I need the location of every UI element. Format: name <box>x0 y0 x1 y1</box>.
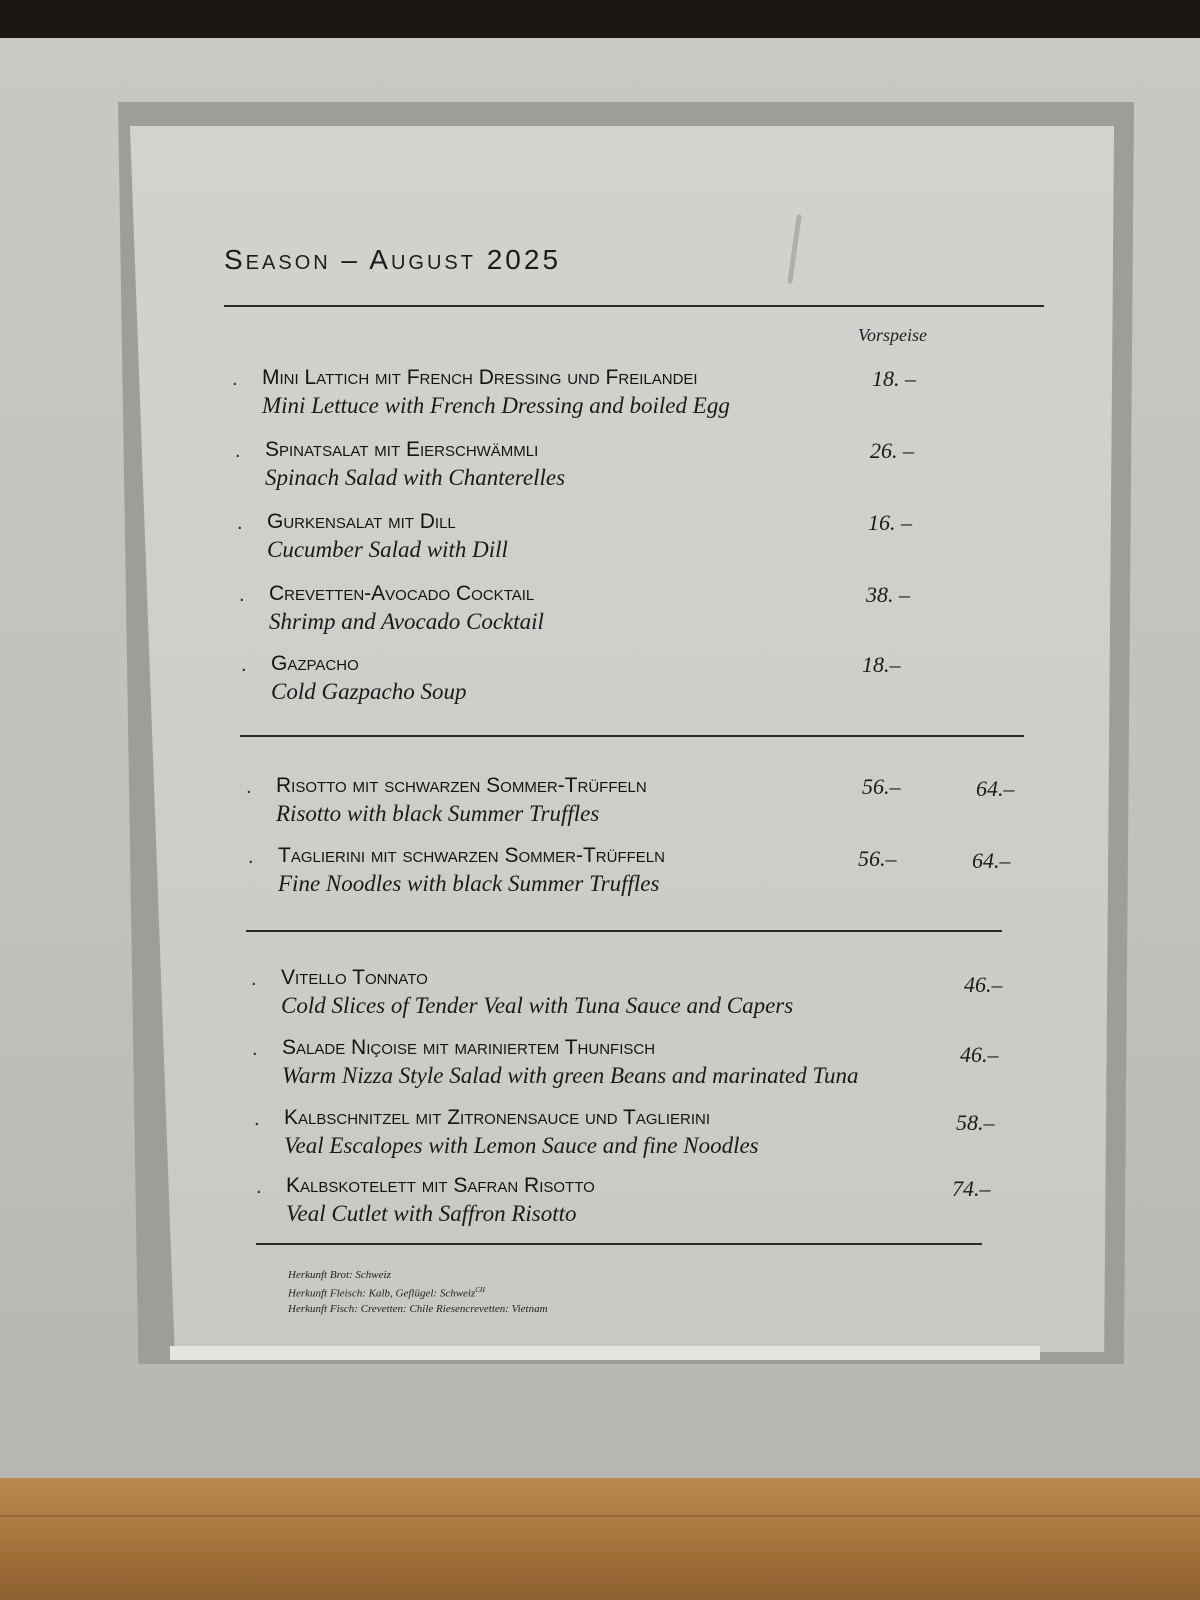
menu-item <box>254 1104 759 1160</box>
item-bullet: . <box>252 1038 258 1060</box>
item-bullet: . <box>256 1176 262 1198</box>
item-name-en: Mini Lettuce with French Dressing and boiled Egg <box>262 393 730 418</box>
item-name-de: Crevetten-Avocado Cocktail <box>269 582 535 605</box>
menu-item <box>246 772 647 828</box>
item-name-en: Risotto with black Summer Truffles <box>276 801 600 826</box>
item-price: 18. – <box>872 366 916 391</box>
item-price: 16. – <box>868 510 912 535</box>
item-price: 46.– <box>960 1042 999 1067</box>
footnote-bread: Herkunft Brot: Schweiz <box>288 1269 391 1281</box>
menu-item <box>232 364 730 420</box>
item-bullet: . <box>246 776 252 798</box>
item-price: 56.– <box>862 774 901 799</box>
item-bullet: . <box>232 368 238 390</box>
item-bullet: . <box>241 654 247 676</box>
footnote-meat-line <box>288 1283 548 1302</box>
item-name-de: Kalbschnitzel mit Zitronensauce und Taglierini <box>284 1106 711 1129</box>
menu-item <box>251 964 794 1020</box>
item-name-en: Veal Escalopes with Lemon Sauce and fine Noodles <box>284 1133 759 1158</box>
item-price: 18.– <box>862 652 901 677</box>
item-price: 38. – <box>866 582 910 607</box>
footer-divider <box>256 1243 982 1245</box>
footnote-superscript: CH <box>475 1286 485 1294</box>
item-name-de: Salade Niçoise mit mariniertem Thunfisch <box>282 1036 656 1059</box>
menu-item <box>237 508 508 564</box>
column-heading: Vorspeise <box>858 325 927 345</box>
menu-title: Season – August 2025 <box>224 244 562 275</box>
item-name-en: Shrimp and Avocado Cocktail <box>269 609 544 634</box>
item-bullet: . <box>239 584 245 606</box>
item-name-de: Risotto mit schwarzen Sommer-Trüffeln <box>276 774 647 797</box>
menu-paper <box>130 126 1122 1352</box>
item-bullet: . <box>235 440 241 462</box>
item-price-large: 64.– <box>976 776 1015 801</box>
item-name-en: Veal Cutlet with Saffron Risotto <box>286 1201 577 1226</box>
wooden-ledge <box>0 1478 1200 1600</box>
item-name-en: Spinach Salad with Chanterelles <box>265 465 566 490</box>
item-name-de: Spinatsalat mit Eierschwämmli <box>265 438 539 461</box>
wood-grain-line <box>0 1515 1200 1517</box>
item-name-en: Cucumber Salad with Dill <box>267 537 508 562</box>
section-divider <box>240 735 1024 737</box>
item-bullet: . <box>251 968 257 990</box>
mat-bevel-highlight <box>170 1346 1040 1360</box>
item-name-en: Warm Nizza Style Salad with green Beans and marinated Tuna <box>282 1063 859 1088</box>
item-name-de: Vitello Tonnato <box>281 966 428 989</box>
item-price-large: 64.– <box>972 848 1011 873</box>
item-name-de: Gazpacho <box>271 652 359 675</box>
footnotes <box>288 1268 548 1317</box>
menu-item <box>235 436 566 492</box>
footnote-meat: Herkunft Fleisch: Kalb, Geflügel: Schweiz <box>288 1287 476 1300</box>
item-name-de: Gurkensalat mit Dill <box>267 510 456 533</box>
item-bullet: . <box>254 1108 260 1130</box>
item-name-en: Fine Noodles with black Summer Truffles <box>278 871 660 896</box>
footnote-fish: Herkunft Fisch: Crevetten: Chile Riesencrevetten: Vietnam <box>288 1302 548 1315</box>
menu-item <box>252 1034 859 1090</box>
item-price: 58.– <box>956 1110 995 1135</box>
item-price: 46.– <box>964 972 1003 997</box>
item-name-en: Cold Gazpacho Soup <box>271 679 467 704</box>
item-bullet: . <box>237 512 243 534</box>
menu-item <box>239 580 544 636</box>
item-price: 26. – <box>870 438 914 463</box>
item-name-de: Mini Lattich mit French Dressing und Freilandei <box>262 366 698 389</box>
item-name-en: Cold Slices of Tender Veal with Tuna Sauce and Capers <box>281 993 794 1018</box>
item-price: 56.– <box>858 846 897 871</box>
section-divider <box>246 930 1002 932</box>
menu-item <box>248 842 665 898</box>
item-bullet: . <box>248 846 254 868</box>
menu-item <box>241 650 467 706</box>
item-name-de: Kalbskotelett mit Safran Risotto <box>286 1174 595 1197</box>
item-price: 74.– <box>952 1176 991 1201</box>
menu-item <box>256 1172 595 1228</box>
title-divider <box>224 305 1044 307</box>
item-name-de: Taglierini mit schwarzen Sommer-Trüffeln <box>278 844 665 867</box>
